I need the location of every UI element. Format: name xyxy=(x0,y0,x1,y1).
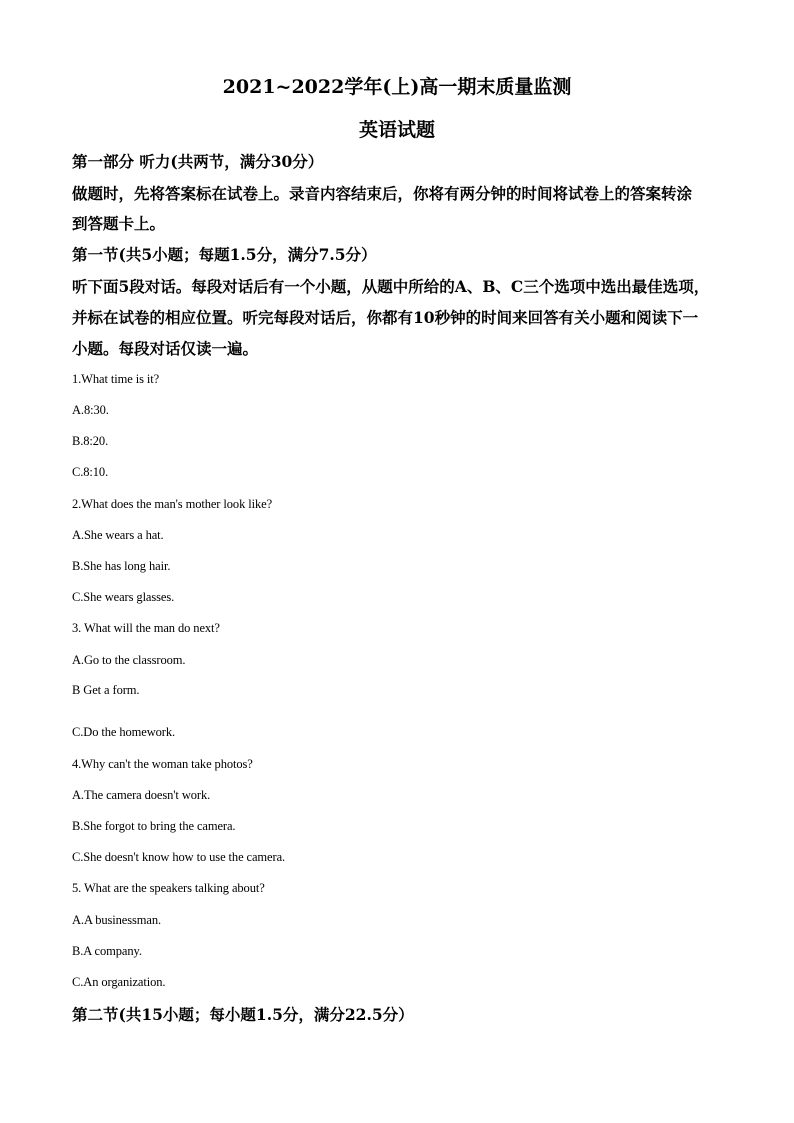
answer-option: B.She forgot to bring the camera. xyxy=(72,819,236,833)
answer-option: B.She has long hair. xyxy=(72,559,171,573)
part1-heading: 第一部分 听力(共两节，满分30分） xyxy=(72,152,324,171)
page-subtitle: 英语试题 xyxy=(358,119,435,141)
section1-instruction-line: 小题。每段对话仅读一遍。 xyxy=(72,339,259,358)
part1-instruction-line: 做题时，先将答案标在试卷上。录音内容结束后，你将有两分钟的时间将试卷上的答案转涂 xyxy=(72,184,693,203)
section2-heading: 第二节(共15小题；每小题1.5分，满分22.5分） xyxy=(72,1005,414,1024)
question-text: 3. What will the man do next? xyxy=(72,621,220,635)
answer-option: C.Do the homework. xyxy=(72,725,176,739)
answer-option: B.A company. xyxy=(72,944,142,958)
section1-heading: 第一节(共5小题；每题1.5分，满分7.5分） xyxy=(72,245,377,264)
answer-option: C.8:10. xyxy=(72,465,109,479)
answer-option: C.An organization. xyxy=(72,975,166,989)
answer-option: A.The camera doesn't work. xyxy=(72,788,211,802)
question-text: 5. What are the speakers talking about? xyxy=(72,881,265,895)
part1-instruction-line: 到答题卡上。 xyxy=(72,214,166,233)
question-text: 4.Why can't the woman take photos? xyxy=(72,757,253,771)
answer-option: A.Go to the classroom. xyxy=(72,653,186,667)
question-text: 2.What does the man's mother look like? xyxy=(72,497,273,511)
answer-option: C.She doesn't know how to use the camera. xyxy=(72,850,286,864)
answer-option: B Get a form. xyxy=(72,683,140,697)
answer-option: A.8:30. xyxy=(72,403,109,417)
answer-option: C.She wears glasses. xyxy=(72,590,175,604)
section1-instruction-line: 并标在试卷的相应位置。听完每段对话后，你都有10秒钟的时间来回答有关小题和阅读下一 xyxy=(72,308,699,327)
answer-option: B.8:20. xyxy=(72,434,109,448)
question-text: 1.What time is it? xyxy=(72,372,160,386)
answer-option: A.A businessman. xyxy=(72,913,162,927)
page-title: 2021~2022学年(上)高一期末质量监测 xyxy=(222,76,572,98)
section1-instruction-line: 听下面5段对话。每段对话后有一个小题，从题中所给的A、B、C三个选项中选出最佳选项， xyxy=(72,277,710,296)
answer-option: A.She wears a hat. xyxy=(72,528,164,542)
